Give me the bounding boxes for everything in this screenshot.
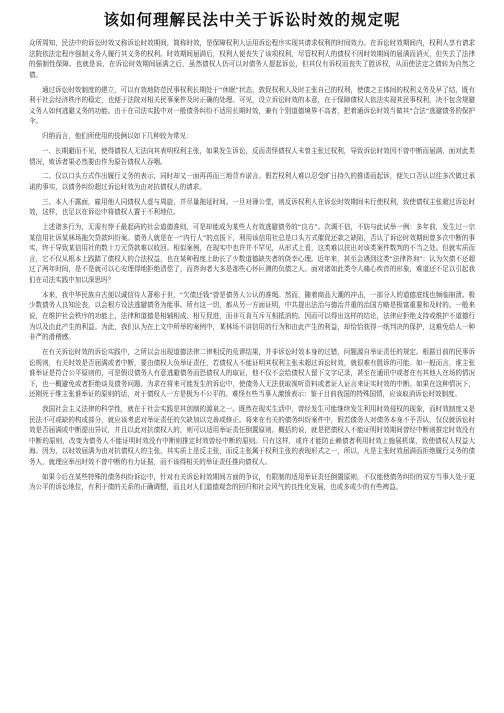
body-paragraph: 三、本人不露面，雇用他人同债权人虚与周旋，并尽量拖延时间。一旦对簿公堂，则反诉权利人在诉讼时效期间未行使权利，致使债权主张超过诉讼时效，这样，也足以在诉讼中将债权人置于不利地位。 xyxy=(29,197,475,217)
body-paragraph: 本来，我中华民族自古便以诚信待人著称于世，“欠债还钱”曾是债务人公认的准绳。然而，随着商品大潮的冲击，一部分人的道德底线也频临崩溃。极少数债务人良知沦丧，以会根方设法逃避债务为能事。所有这一切，都从另一方面证明，中共提出法治与德治并重的治国方略是极富重要和及时的。一般来说，在维护社会秩序的功能上，法律和道德是相辅相成、相互促进，而非互肯互斥互相抵消的。因而可以得出这样的结论，法律应拒绝支持或维护不道德行为以及由此产生的利益。为此，我们认为在上文中所举的案例中，某林场不讲信用的行为和由此产生的利益，却恰恰获得一纸判决的保护，这难免给人一种非严的滑稽感。 xyxy=(29,290,475,342)
body-paragraph: 如果今后在某些特殊的债务纠纷诉讼中，针对有关诉讼时效期间方面的争议，有限制的适用举证责任倒置原则，不仅能使债务纠纷的双方当事人处于更为公平的诉讼地位，有利于债的关系的正确调整，而且对人们道德观念的回归和社会风气的良性化发展，也或多或少的有些裨益。 xyxy=(29,472,475,492)
document-title: 该如何理解民法中关于诉讼时效的规定呢 xyxy=(103,11,401,29)
body-paragraph: 二、仅以口头方式作出履行义务的表示，同时却又一面再再而三地背弃诺言。假若权利人难以忍受旷日持久的推诿而起诉，便矢口否认以往多次做过承诺的事实，以债务纠纷超过诉讼时效为由对抗债权人的请求。 xyxy=(29,172,475,191)
body-paragraph: 通过诉讼时效制度的建立，可以有效地防范民事权利长期处于“休眠”状态，敦促权利人及时主张自己的权利，使债之主体间的权利义务及早了结，既有利于社会经济秩序的稳定，也便于法院对相关民事案件及时正确的处理。可见，设立诉讼时效的本意，在于保障债权人依法实现其民事权利，决不包含规避义务人如何逃避义务的功能。由于在司法实践中对一般债务纠纷不适用长期时效，兼有个别道德境界不高者，把着通诉讼时效当做其“合法”逃避债务的保护伞。 xyxy=(29,85,475,126)
body-paragraph: 众所周知，民法中的诉讼时效又称诉讼时效期间，简称时效，是保障权利人运用诉讼程序实现其请求权利的时间效力。在诉讼时效期间内，权利人享有请求法院依法定程序强制义务人履行其义务的权利。时效期间届满后，权利人便丧失了该项权利，尽管权利人的债权不因时效期间的届满而消灭，但失去了法律的强制性保障。也就是说，在诉讼时效期间届满之后，虽然债权人仍可以对债务人提起诉讼，但其仅有诉权而丧失了胜诉权，从而使法定之债转为自然之债。 xyxy=(29,39,475,79)
body-paragraph: 在有关诉讼时效的诉讼实践中，之所以会出现道德法律二律相反的荒谬结果，并非诉讼时效本身的过错，问题源自举证责任的规定。根据目前的民事诉讼规则，有关时效是否届满或者中断，要由债权人负举证责任，若债权人不能证明其权利主张未超过诉讼时效，就很难有胜诉的可能。如一般而言，谁主张谁举证是符合公平原则的，可是假设债务人有意逃避债务而恐债权人的取证，他不仅不会给债权人留下文字记录，甚至在通讯中或者在有其他人在场的情况下，也一概避免或者拒绝谈及债务问题。为求在将来可能发生的诉讼中，使债务人无法获取视听资料或者证人证言来证实时效的中断。如果在这种情况下，还刚死于维主张谁举证的原则的话，对于债权人一方是极为不公平的。难怪有些当事人激愤表示：鉴于目前我国的特殊国情，应该取消诉讼时效制度。 xyxy=(29,347,475,399)
body-paragraph: 归纳而言，他们所使用的伎俩以如下几种较为常见： xyxy=(42,132,193,141)
body-paragraph: 上述诸多行为，无需有悖于最起码的社会道德准则，可是却能成为某些人有效逃避债务的“良方”。次调不信，不妨与此试举一例：多年前，发生过一宗某信用社诉某林场拖欠贷款纠纷案。债务人就是在一“内行人”的点拔下，利用该信用社总是口头方式催促还款之缺陷，否认了诉讼时效期间曾多次中断的事实，终于导致某信用社的数十万元贷款难以收回。相似案例，在现实中也许并不罕见，从形式上看，这类难以扶出对该类案件数判的不当之处。但就实质而言，它不仅从根本上践踏了债权人的合法权益，也在某种程度上助长了少数道德缺失者的侥幸心理。近年来，甚至会遇到这类“法律咨询”：认为欠债不还超过了两年时间，是不是就可以心安理得地拒绝清偿了，而咨询者大多是那些心怀叵测的负债之人。面对诸如此类令人痛心疾首的形象，难道还不足以引起我们在司法实践中加以深思吗？ xyxy=(29,223,475,284)
body-paragraph: 我国社会主义法律的科学性，就在于社会实践是其创制的源泉之一。既然在现实生活中，曾经发生可能继续发生利用时效侵权的现象，而时效制度又是民法不可或缺的构成部分，就应该考虑对举证责任的欠缺加以完善或修正。将来在有关的债务纠纷案件中，假若债务人对债务本身不予否认，仅仅就诉讼时效是否届满或中断提出异议，并且以此对抗债权人的，则可以适用举证责任倒置原则。概括的说，就是把债权人不能证明时效期间曾经中断则推定时效没有中断的原则，改变为债务人不能证明时效没有中断则推定时效曾经中断的原则。只有这样，或许才能防止赖债者利用时效上施展机谋，致使债权人权益大海。因为，以时效届满为由对抗债权人的主张，其实质上是反主张，而反主张属于权利主张的表现形式之一，所以，凡是主张时效届满而拒绝履行义务的债务人，就理应举出时效不曾中断的有力证据，而不该得相关的举证责任推向债权人。 xyxy=(29,405,475,467)
body-paragraph: 一、长期避而不见，使得债权人无法向其表明权利主张，如果发生诉讼，反而责怪债权人未曾主张过权利，导致诉讼时效因不曾中断而届满，面对此类情况，败诉者果必然要由作为原告债权人吞咽。 xyxy=(29,146,475,166)
